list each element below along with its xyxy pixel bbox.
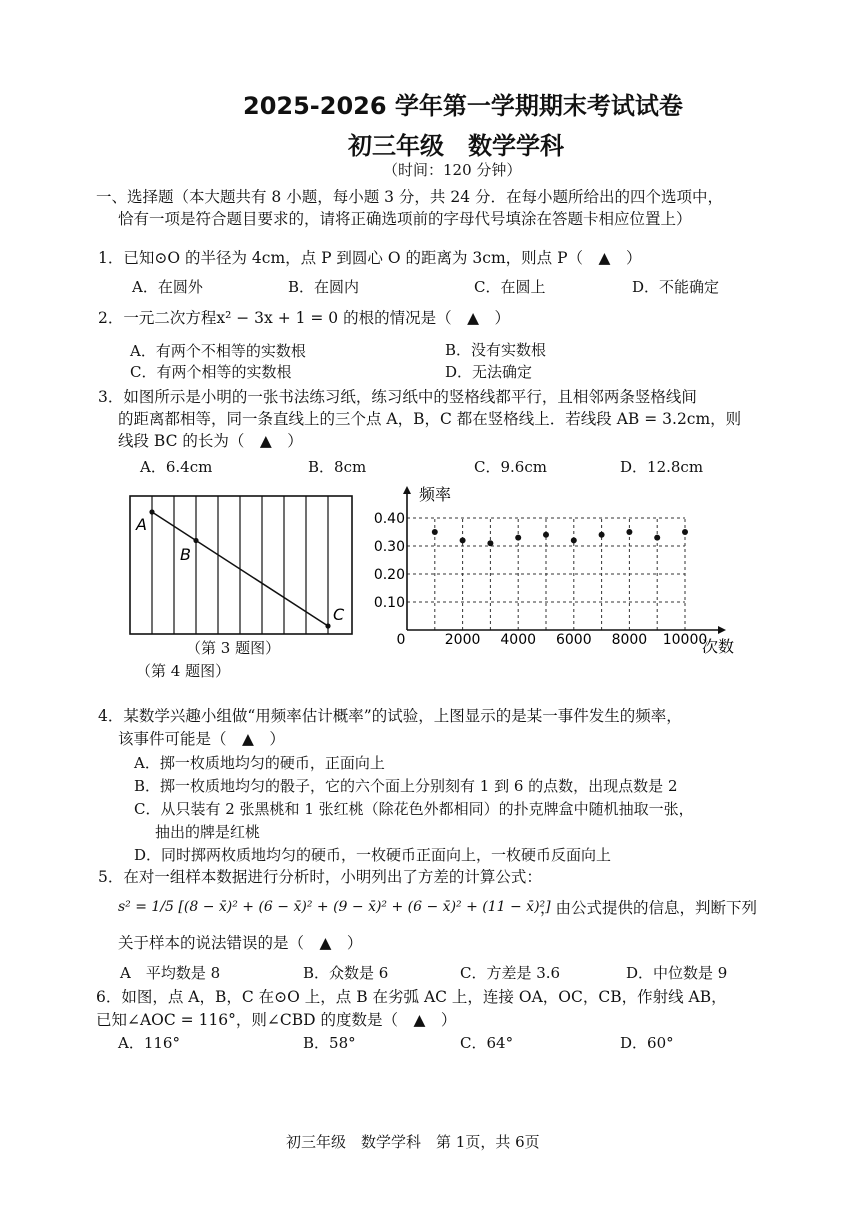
label-b: B: [180, 545, 191, 564]
y-axis-label: 频率: [419, 485, 452, 504]
figure-3-caption: （第 3 题图）: [186, 639, 281, 657]
data-point: [654, 535, 660, 541]
point-c: [325, 623, 330, 628]
q5-variance-formula: s² = 1/5 [(8 − x̄)² + (6 − x̄)² + (9 − x̄)² + (6 − x̄)² + (11 − x̄)²]: [118, 899, 551, 915]
q4-option-b: B．掷一枚质地均匀的骰子，它的六个面上分别刻有 1 到 6 的点数，出现点数是 2: [134, 777, 678, 795]
q5-option-d: D．中位数是 9: [626, 964, 728, 982]
q5-stem-line1: 5．在对一组样本数据进行分析时，小明列出了方差的计算公式：: [98, 868, 542, 886]
label-a: A: [136, 515, 147, 534]
q4-stem-line1: 4．某数学兴趣小组做“用频率估计概率”的试验，上图显示的是某一事件发生的频率，: [98, 707, 682, 725]
figure-3-grid: [125, 492, 355, 642]
q3-option-a: A．6.4cm: [140, 458, 213, 476]
q2-option-d: D．无法确定: [445, 363, 533, 381]
data-point: [432, 529, 438, 535]
y-tick-label: 0.30: [373, 539, 405, 555]
y-tick-label: 0.20: [373, 567, 405, 583]
q4-option-a: A．掷一枚质地均匀的硬币，正面向上: [134, 754, 385, 772]
x-axis-arrow: [718, 626, 726, 634]
q4-option-c-line2: 抽出的牌是红桃: [155, 823, 261, 841]
q5-option-b: B．众数是 6: [303, 964, 389, 982]
q4-option-d: D．同时掷两枚质地均匀的硬币，一枚硬币正面向上，一枚硬币反面向上: [134, 846, 612, 864]
q2-stem: 2．一元二次方程x² − 3x + 1 = 0 的根的情况是（ ▲ ）: [98, 309, 511, 327]
x-axis-label: 次数: [702, 637, 735, 656]
q4-stem-line2: 该事件可能是（ ▲ ）: [118, 730, 285, 748]
section-instruction-line2: 恰有一项是符合题目要求的，请将正确选项前的字母代号填涂在答题卡相应位置上）: [118, 210, 692, 228]
data-point: [682, 529, 688, 535]
data-point: [487, 540, 493, 546]
q5-stem-line3: 关于样本的说法错误的是（ ▲ ）: [118, 934, 363, 952]
q6-option-d: D．60°: [620, 1034, 674, 1052]
q2-option-b: B．没有实数根: [445, 341, 547, 359]
q6-option-b: B．58°: [303, 1034, 356, 1052]
label-c: C: [333, 605, 345, 624]
data-point: [543, 532, 549, 538]
q1-option-b: B．在圆内: [288, 278, 360, 296]
figure-4-caption: （第 4 题图）: [136, 662, 231, 680]
page-footer: 初三年级 数学学科 第 1页，共 6页: [286, 1133, 540, 1151]
q1-option-d: D．不能确定: [632, 278, 720, 296]
q5-option-c: C．方差是 3.6: [460, 964, 561, 982]
q4-option-c-line1: C．从只装有 2 张黑桃和 1 张红桃（除花色外都相同）的扑克牌盒中随机抽取一张，: [134, 800, 694, 818]
q5-stem-line2-tail: ，由公式提供的信息，判断下列: [540, 899, 758, 917]
q2-option-c: C．有两个相等的实数根: [130, 363, 292, 381]
y-tick-label: 0.10: [373, 595, 405, 611]
q1-stem: 1．已知⊙O 的半径为 4cm，点 P 到圆心 O 的距离为 3cm，则点 P（ ▲ ）: [98, 249, 642, 267]
q3-option-c: C．9.6cm: [474, 458, 547, 476]
x-tick-label: 2000: [444, 632, 481, 648]
q1-option-a: A．在圆外: [132, 278, 203, 296]
data-point: [599, 532, 605, 538]
q3-stem-line2: 的距离都相等，同一条直线上的三个点 A，B，C 都在竖格线上．若线段 AB = 3.2cm，则: [118, 410, 742, 428]
x-tick-label: 0: [396, 632, 406, 648]
q3-option-b: B．8cm: [308, 458, 367, 476]
grid-border: [130, 496, 352, 634]
chart-axes: [403, 486, 726, 634]
q1-option-c: C．在圆上: [474, 278, 546, 296]
q3-option-d: D．12.8cm: [620, 458, 704, 476]
exam-time: （时间：120 分钟）: [383, 161, 522, 179]
point-a: [149, 509, 154, 514]
exam-title: 2025-2026 学年第一学期期末考试试卷: [243, 92, 683, 120]
q6-option-c: C．64°: [460, 1034, 514, 1052]
y-tick-label: 0.40: [373, 511, 405, 527]
data-point: [515, 535, 521, 541]
data-point: [571, 537, 577, 543]
figure-4-chart: [370, 478, 750, 663]
data-point: [626, 529, 632, 535]
q5-option-a: A 平均数是 8: [120, 964, 221, 982]
vertical-grid-lines: [152, 496, 328, 634]
data-point: [460, 537, 466, 543]
q3-stem-line1: 3．如图所示是小明的一张书法练习纸，练习纸中的竖格线都平行，且相邻两条竖格线间: [98, 388, 697, 406]
y-axis-arrow: [403, 486, 411, 494]
q6-stem-line2: 已知∠AOC = 116°，则∠CBD 的度数是（ ▲ ）: [96, 1011, 457, 1029]
q6-stem-line1: 6．如图，点 A，B，C 在⊙O 上，点 B 在劣弧 AC 上，连接 OA，OC，CB，作射线 AB，: [96, 988, 727, 1006]
chart-points: [432, 529, 688, 546]
q3-stem-line3: 线段 BC 的长为（ ▲ ）: [118, 432, 303, 450]
section-instruction-line1: 一、选择题（本大题共有 8 小题，每小题 3 分，共 24 分．在每小题所给出的四个选项中，: [96, 188, 724, 206]
point-b: [193, 538, 198, 543]
x-tick-label: 8000: [611, 632, 648, 648]
exam-subtitle: 初三年级 数学学科: [348, 132, 564, 160]
q6-option-a: A．116°: [118, 1034, 180, 1052]
x-tick-label: 10000: [662, 632, 708, 648]
x-tick-label: 6000: [555, 632, 592, 648]
q2-option-a: A．有两个不相等的实数根: [130, 342, 306, 360]
x-tick-label: 4000: [500, 632, 537, 648]
